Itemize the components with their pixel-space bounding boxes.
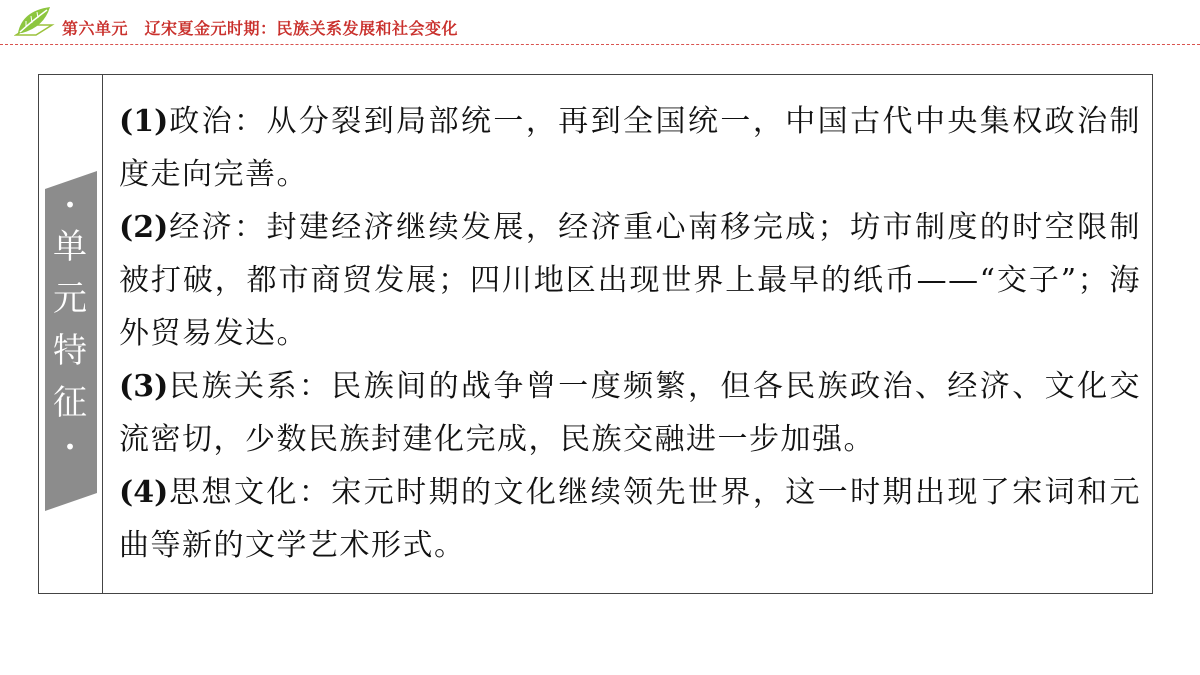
side-label-char: 元	[53, 279, 87, 319]
point-culture	[119, 466, 1141, 572]
header-title: 第六单元 辽宋夏金元时期：民族关系发展和社会变化	[62, 19, 459, 38]
leaf-book-icon	[14, 3, 56, 39]
point-number: (4)	[119, 475, 169, 510]
header	[0, 0, 1200, 46]
content-area	[119, 95, 1141, 572]
side-label-char: 单	[53, 227, 87, 267]
side-label-char: 特	[53, 331, 87, 371]
bullet-dot-top: •	[64, 193, 76, 217]
side-label	[41, 193, 99, 493]
bullet-dot-bottom: •	[64, 435, 76, 459]
point-text: 经济：封建经济继续发展，经济重心南移完成；坊市制度的时空限制被打破，都市商贸发展；四川地区出现世界上最早的纸币——“交子”；海外贸易发达。	[119, 210, 1141, 351]
side-label-char: 征	[53, 383, 87, 423]
point-number: (2)	[119, 210, 169, 245]
point-ethnic-relations	[119, 360, 1141, 466]
point-text: 民族关系：民族间的战争曾一度频繁，但各民族政治、经济、文化交流密切，少数民族封建化完成，民族交融进一步加强。	[119, 369, 1141, 457]
header-divider	[0, 44, 1200, 45]
unit-features-card	[38, 74, 1153, 594]
point-number: (3)	[119, 369, 169, 404]
point-number: (1)	[119, 104, 169, 139]
point-economy	[119, 201, 1141, 360]
point-text: 政治：从分裂到局部统一，再到全国统一，中国古代中央集权政治制度走向完善。	[119, 104, 1141, 192]
point-politics	[119, 95, 1141, 201]
point-text: 思想文化：宋元时期的文化继续领先世界，这一时期出现了宋词和元曲等新的文学艺术形式。	[119, 475, 1141, 563]
side-label-column	[39, 75, 103, 593]
